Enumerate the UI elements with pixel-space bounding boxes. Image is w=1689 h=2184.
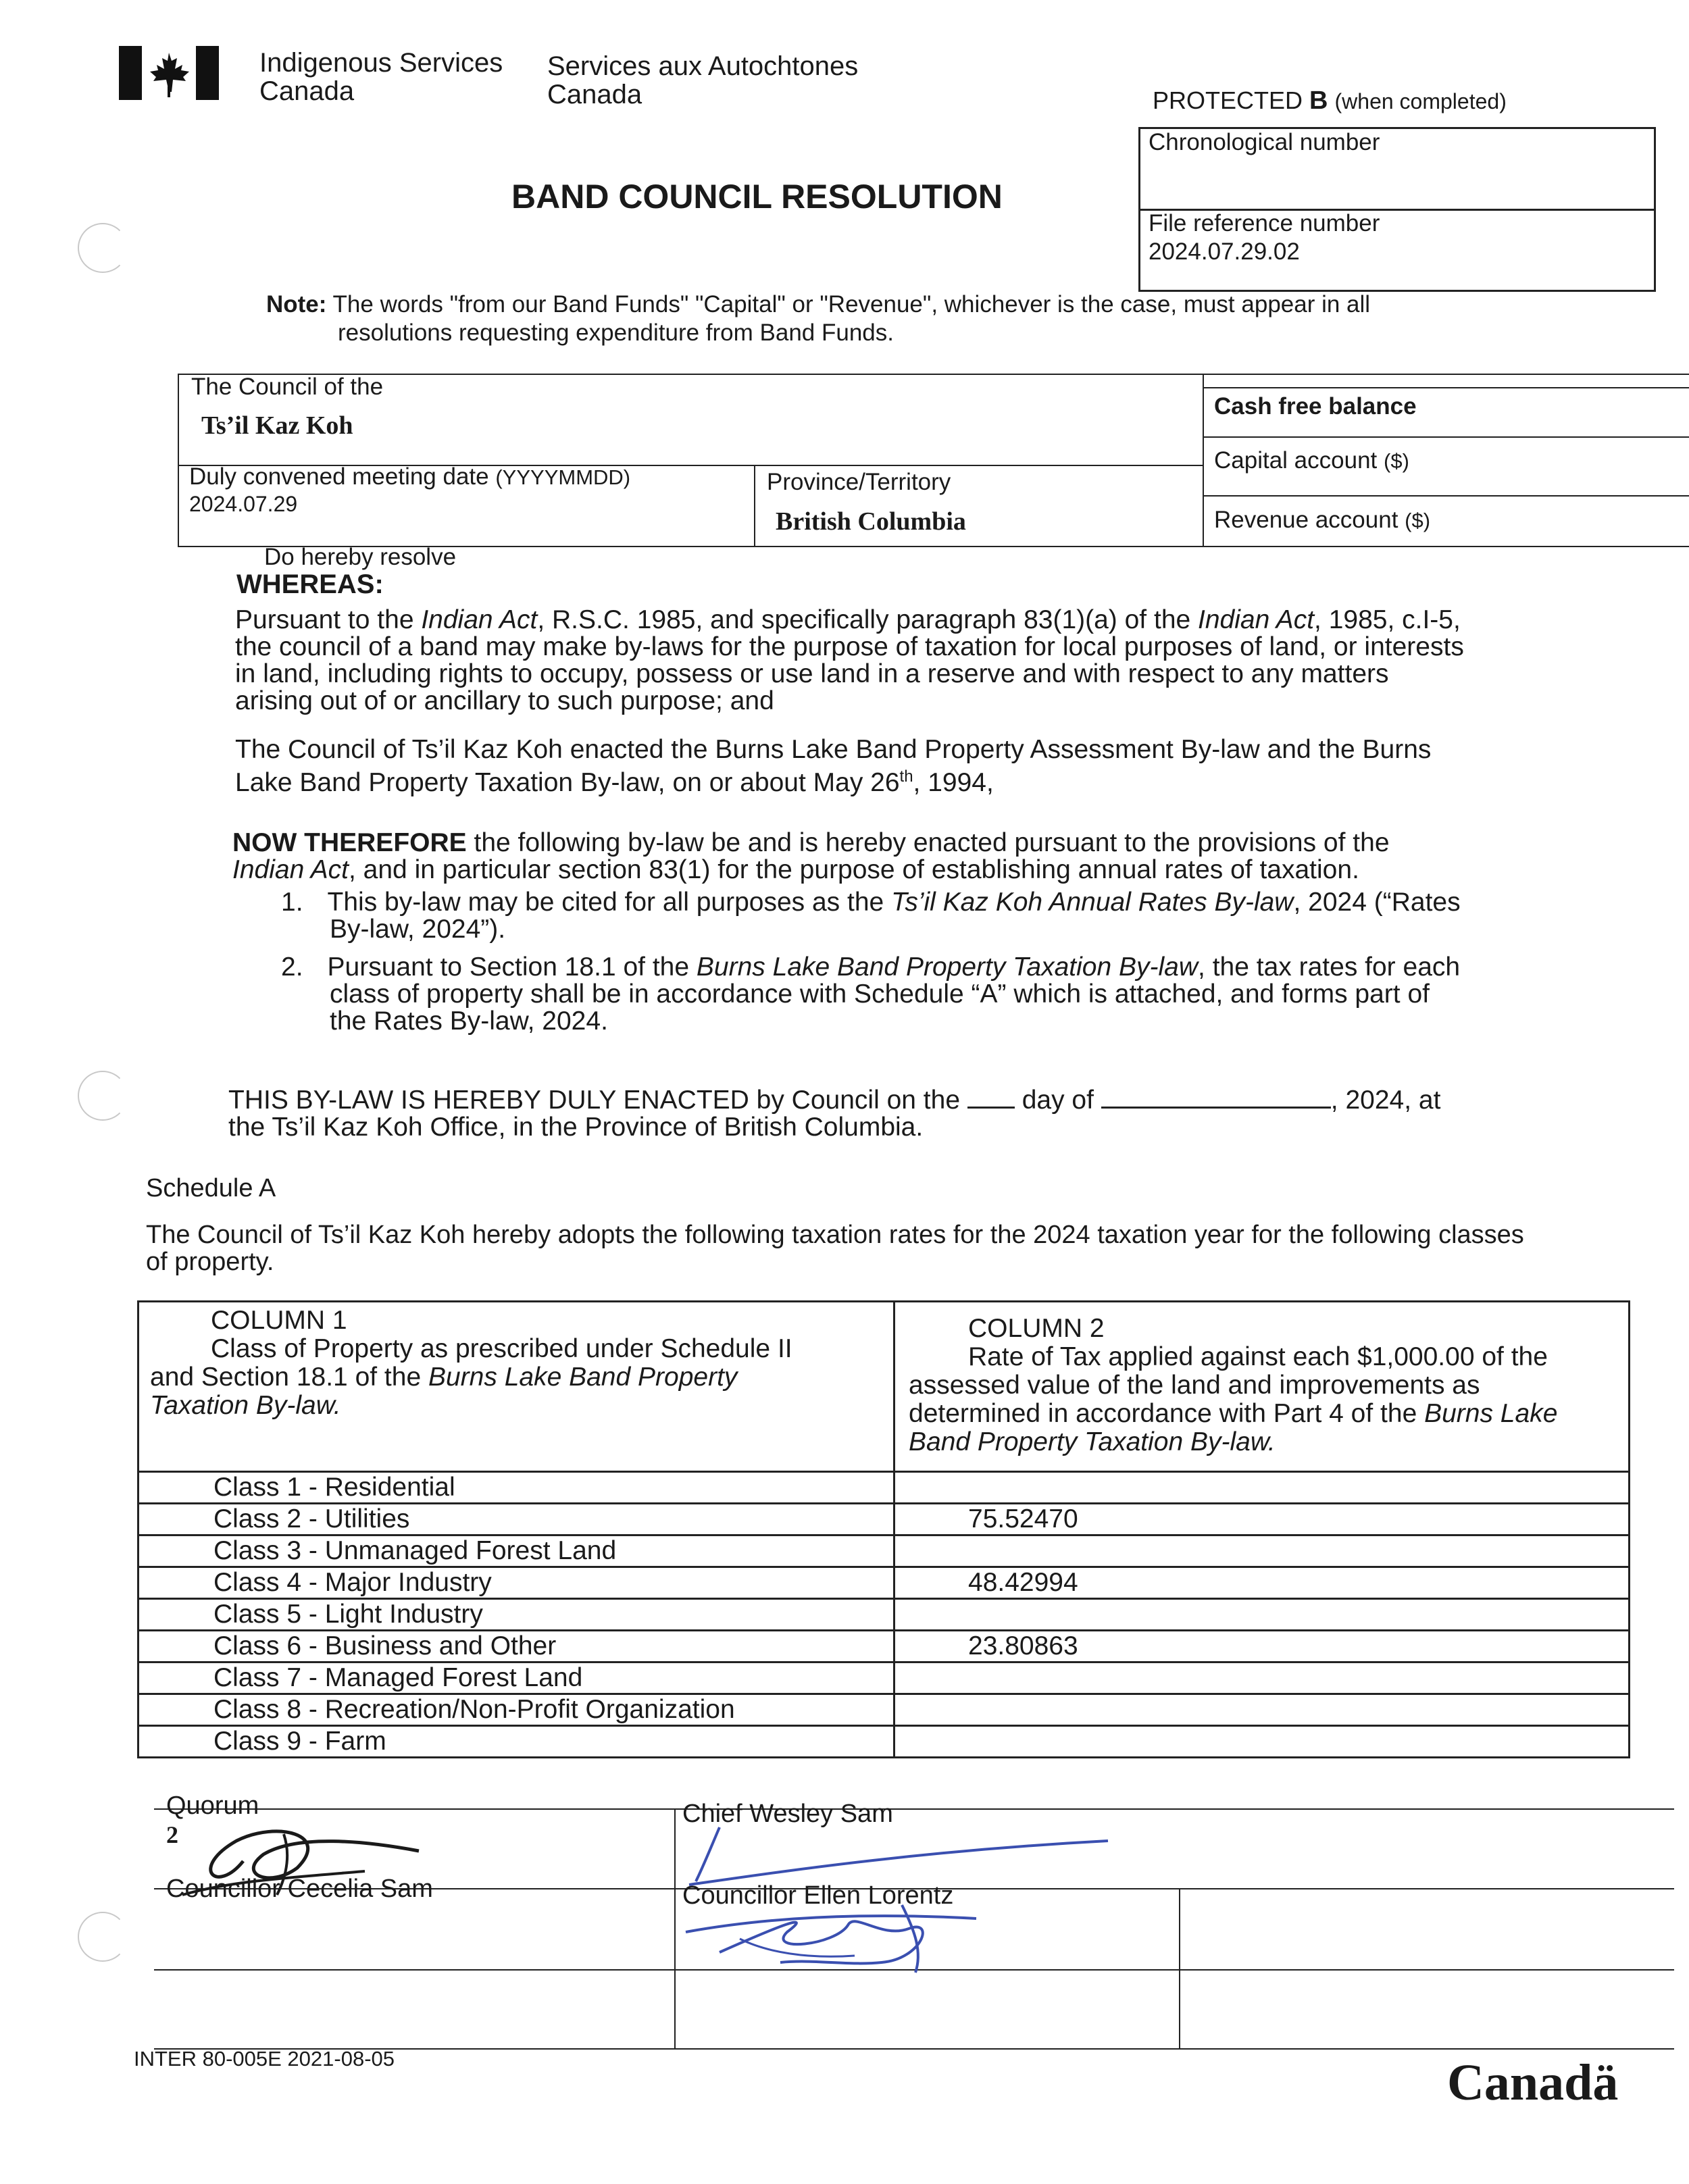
class-label: Class 1 - Residential [213, 1473, 455, 1502]
chronological-number-label: Chronological number [1149, 129, 1380, 155]
class-label: Class 5 - Light Industry [213, 1600, 483, 1629]
signer-chief: Chief Wesley Sam [682, 1800, 893, 1828]
table-row [138, 1694, 1630, 1726]
quorum-label: Quorum [166, 1792, 259, 1820]
whereas-paragraph-2: The Council of Ts’il Kaz Koh enacted the Burns Lake Band Property Assessment By-law and the Burns Lake Band Property Taxation By-law, on or about May 26th, 1994, [235, 735, 1432, 797]
class-label: Class 8 - Recreation/Non-Profit Organization [213, 1695, 735, 1724]
meeting-date-label: Duly convened meeting date (YYYYMMDD) [189, 463, 631, 490]
column-2-header: COLUMN 2 Rate of Tax applied against each $1,000.00 of the assessed value of the land and improvements as determined in accordance with Part 4 of the Burns Lake Band Property Taxation By-law. [894, 1302, 1630, 1472]
tax-rates-table [137, 1300, 1630, 1758]
quorum-value: 2 [166, 1821, 178, 1848]
clause-1: 1. This by-law may be cited for all purposes as the Ts’il Kaz Koh Annual Rates By-law, 2024 (“Rates By-law, 2024”). [281, 888, 1461, 944]
schedule-intro: The Council of Ts’il Kaz Koh hereby adopts the following taxation rates for the 2024 taxation year for the following classes of property. [146, 1221, 1524, 1276]
binder-hole-bottom [78, 1912, 128, 1962]
binder-hole-top [78, 223, 128, 273]
province-value: British Columbia [776, 507, 966, 536]
whereas-paragraph-1: Pursuant to the Indian Act, R.S.C. 1985, and specifically paragraph 83(1)(a) of the Indian Act, 1985, c.I-5, the council of a band may make by-laws for the purpose of taxation for local purposes of land, or interests in land, including rights to occupy, possess or use land in a reserve and with respect to any matters arising out of or ancillary to such purpose; and [235, 605, 1464, 715]
department-name-en: Indigenous Services Canada [259, 48, 503, 106]
province-label: Province/Territory [767, 469, 951, 495]
revenue-account-label: Revenue account ($) [1214, 507, 1431, 533]
signer-councillor-1: Councillor Cecelia Sam [166, 1875, 433, 1903]
now-therefore-paragraph: NOW THEREFORE the following by-law be and is hereby enacted pursuant to the provisions of the Indian Act, and in particular section 83(1) for the purpose of establishing annual rates of taxation. [232, 828, 1390, 884]
do-hereby-resolve: Do hereby resolve [264, 544, 457, 570]
file-reference-value: 2024.07.29.02 [1149, 238, 1300, 265]
cash-free-balance-label: Cash free balance [1214, 393, 1417, 420]
capital-account-label: Capital account ($) [1214, 447, 1409, 474]
class-label: Class 4 - Major Industry [213, 1568, 492, 1597]
signature-chief-wesley-sam [682, 1817, 1115, 1891]
class-label: Class 7 - Managed Forest Land [213, 1663, 583, 1692]
tax-rate-value: 23.80863 [968, 1631, 1078, 1660]
chronological-number-field[interactable] [1149, 159, 1635, 199]
table-row [138, 1567, 1630, 1599]
table-row [138, 1662, 1630, 1694]
table-row [138, 1726, 1630, 1758]
class-label: Class 2 - Utilities [213, 1504, 410, 1533]
canada-flag-icon [119, 46, 219, 100]
table-header-row [138, 1302, 1630, 1472]
table-row [138, 1599, 1630, 1631]
signature-councillor-cecelia-sam [162, 1814, 432, 1908]
table-row [138, 1472, 1630, 1504]
enactment-month-field[interactable] [1101, 1086, 1331, 1109]
form-identifier: INTER 80-005E 2021-08-05 [134, 2047, 395, 2071]
clause-2: 2. Pursuant to Section 18.1 of the Burns Lake Band Property Taxation By-law, the tax rates for each class of property shall be in accordance with Schedule “A” which is attached, and forms part of the Rates By-law, 2024. [281, 953, 1461, 1036]
enactment-day-field[interactable] [967, 1086, 1015, 1109]
expenditure-note: Note: The words "from our Band Funds" "Capital" or "Revenue", whichever is the case, must appear in all resolutions requesting expenditure from Band Funds. [266, 291, 1371, 346]
document-title: BAND COUNCIL RESOLUTION [511, 178, 1003, 215]
table-row [138, 1504, 1630, 1535]
class-label: Class 9 - Farm [213, 1727, 386, 1756]
class-label: Class 3 - Unmanaged Forest Land [213, 1536, 617, 1565]
column-1-header: COLUMN 1 Class of Property as prescribed under Schedule II and Section 18.1 of the Burns Lake Band Property Taxation By-law. [138, 1302, 894, 1472]
protected-b-label: PROTECTED B (when completed) [1153, 86, 1507, 115]
table-row [138, 1631, 1630, 1662]
council-label: The Council of the [191, 374, 384, 400]
signature-councillor-ellen-lorentz [679, 1891, 1003, 1979]
whereas-heading: WHEREAS: [236, 569, 384, 599]
table-row [138, 1535, 1630, 1567]
file-reference-label: File reference number [1149, 210, 1380, 236]
reference-box [1138, 127, 1656, 292]
enactment-statement: THIS BY-LAW IS HEREBY DULY ENACTED by Council on the day of , 2024, at the Ts’il Kaz Koh Office, in the Province of British Columbia. [228, 1086, 1441, 1142]
department-name-fr: Services aux Autochtones Canada [547, 51, 859, 109]
schedule-title: Schedule A [146, 1174, 276, 1202]
signer-councillor-2: Councillor Ellen Lorentz [682, 1881, 954, 1910]
canada-wordmark: Canadä [1447, 2054, 1619, 2111]
class-label: Class 6 - Business and Other [213, 1631, 557, 1660]
binder-hole-middle [78, 1071, 128, 1121]
tax-rate-value: 48.42994 [968, 1568, 1078, 1597]
tax-rate-value: 75.52470 [968, 1504, 1078, 1533]
council-name: Ts’il Kaz Koh [201, 411, 353, 440]
meeting-date-value: 2024.07.29 [189, 492, 298, 516]
